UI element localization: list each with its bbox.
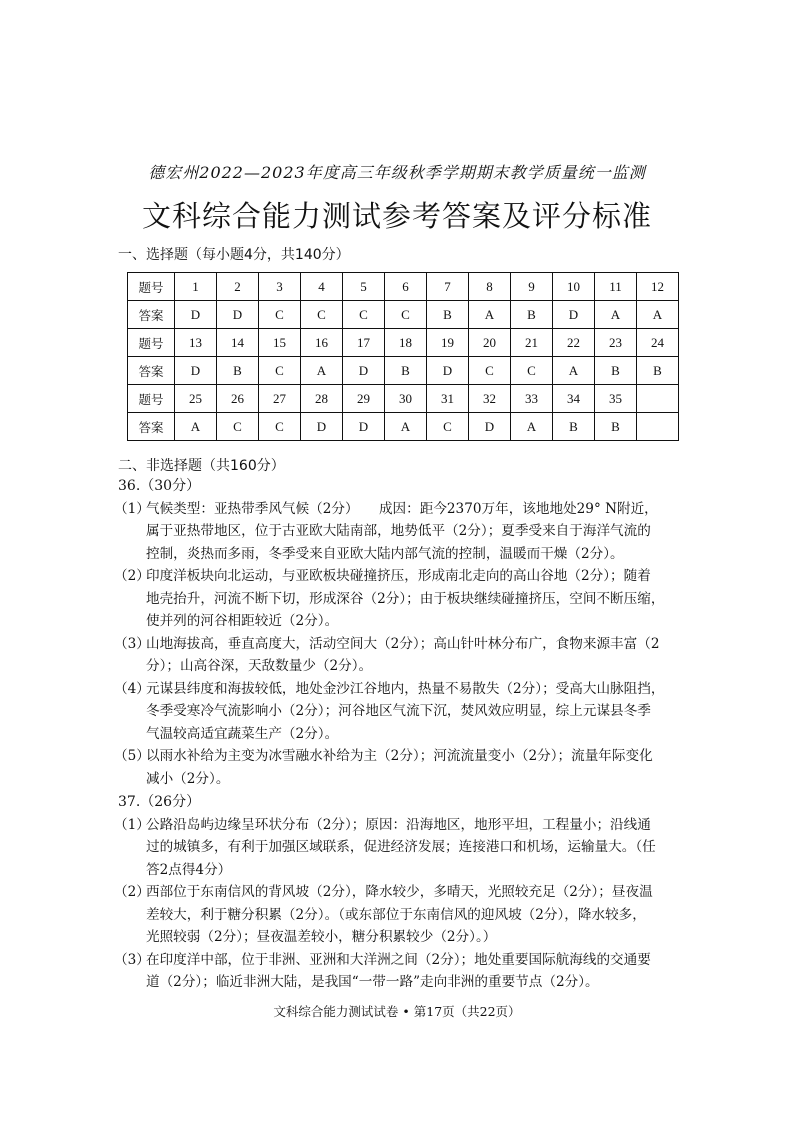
answer-cell: B bbox=[595, 413, 637, 441]
answer-cell: C bbox=[511, 357, 553, 385]
answer-cell: 9 bbox=[511, 273, 553, 301]
answer-item bbox=[114, 814, 696, 882]
answer-cell: 25 bbox=[175, 385, 217, 413]
answer-cell: A bbox=[553, 357, 595, 385]
answer-cell: C bbox=[343, 301, 385, 329]
answer-line: 冬季受寒冷气流影响小（2分）；河谷地区气流下沉，焚风效应明显，综上元谋县冬季 bbox=[146, 703, 651, 719]
answer-cell: C bbox=[259, 357, 301, 385]
answer-cell: 27 bbox=[259, 385, 301, 413]
answer-line: 西部位于东南信风的背风坡（2分），降水较少，多晴天，光照较充足（2分）；昼夜温 bbox=[146, 884, 653, 900]
answer-cell: 16 bbox=[301, 329, 343, 357]
answer-cell: 7 bbox=[427, 273, 469, 301]
answer-cell: A bbox=[469, 301, 511, 329]
answer-item bbox=[114, 678, 696, 746]
answer-cell: 1 bbox=[175, 273, 217, 301]
question-36 bbox=[114, 475, 696, 790]
answer-cell: B bbox=[217, 357, 259, 385]
answer-line: 印度洋板块向北运动，与亚欧板块碰撞挤压，形成南北走向的高山谷地（2分）；随着 bbox=[146, 568, 651, 584]
page-title: 文科综合能力测试参考答案及评分标准 bbox=[141, 199, 652, 233]
answer-cell: 2 bbox=[217, 273, 259, 301]
answer-cell: 34 bbox=[553, 385, 595, 413]
answer-line: 公路沿岛屿边缘呈环状分布（2分）；原因：沿海地区，地形平坦，工程量小；沿线通 bbox=[146, 816, 651, 833]
item-number: （3） bbox=[114, 951, 150, 968]
answer-item bbox=[114, 498, 696, 566]
answer-cell: D bbox=[427, 357, 469, 385]
answer-line: 使并列的河谷相距较近（2分）。 bbox=[146, 613, 339, 629]
question-label: 37.（26分） bbox=[118, 794, 201, 810]
answer-cell: D bbox=[553, 301, 595, 329]
row-header-cell: 答案 bbox=[128, 413, 175, 441]
row-header-cell: 答案 bbox=[128, 301, 175, 329]
page-footer: 文科综合能力测试试卷 • 第17页（共22页） bbox=[273, 1004, 521, 1019]
section2-title: 二、非选择题（共160分） bbox=[118, 458, 285, 474]
answer-cell: D bbox=[301, 413, 343, 441]
answer-line: 元谋县纬度和海拔较低，地处金沙江谷地内，热量不易散失（2分）；受高大山脉阻挡， bbox=[146, 680, 665, 697]
answer-item bbox=[114, 745, 696, 790]
answer-cell: D bbox=[469, 413, 511, 441]
answer-cell: D bbox=[175, 357, 217, 385]
table-row bbox=[128, 413, 679, 441]
answer-cell: D bbox=[175, 301, 217, 329]
answer-table bbox=[127, 272, 679, 441]
answer-cell: B bbox=[595, 357, 637, 385]
answer-cell: 14 bbox=[217, 329, 259, 357]
row-header-cell: 题号 bbox=[128, 385, 175, 413]
row-header-cell: 答案 bbox=[128, 357, 175, 385]
answer-cell: 29 bbox=[343, 385, 385, 413]
answer-line: 气候类型：亚热带季风气候（2分） 成因：距今2370万年，该地地处29° N附近， bbox=[146, 500, 658, 517]
answer-cell: 19 bbox=[427, 329, 469, 357]
answer-cell: 35 bbox=[595, 385, 637, 413]
item-number: （2） bbox=[114, 568, 150, 584]
answer-line: 差较大，利于糖分积累（2分）。（或东部位于东南信风的迎风坡（2分），降水较多， bbox=[146, 906, 646, 923]
answer-cell: 26 bbox=[217, 385, 259, 413]
answer-cell: 13 bbox=[175, 329, 217, 357]
table-row bbox=[128, 385, 679, 413]
answer-cell bbox=[637, 413, 679, 441]
answer-line: 分）；山高谷深，天敌数量少（2分）。 bbox=[146, 658, 373, 674]
answer-cell: 17 bbox=[343, 329, 385, 357]
answer-line: 以雨水补给为主变为冰雪融水补给为主（2分）；河流流量变小（2分）；流量年际变化 bbox=[146, 748, 653, 764]
answer-cell: 8 bbox=[469, 273, 511, 301]
answer-cell: C bbox=[385, 301, 427, 329]
answer-cell: 28 bbox=[301, 385, 343, 413]
answer-cell: A bbox=[595, 301, 637, 329]
answer-cell: C bbox=[217, 413, 259, 441]
answer-cell: B bbox=[427, 301, 469, 329]
answer-line: 减小（2分）。 bbox=[146, 770, 230, 787]
answer-item bbox=[114, 633, 696, 678]
answer-cell: 22 bbox=[553, 329, 595, 357]
answer-cell: 24 bbox=[637, 329, 679, 357]
answer-line: 过的城镇多，有利于加强区域联系，促进经济发展；连接港口和机场，运输量大。（任 bbox=[146, 839, 656, 855]
answer-cell: 23 bbox=[595, 329, 637, 357]
answer-cell: B bbox=[511, 301, 553, 329]
item-number: （1） bbox=[114, 816, 150, 833]
item-number: （3） bbox=[114, 635, 150, 652]
answer-line: 光照较弱（2分）；昼夜温差较小，糖分积累较少（2分）。） bbox=[146, 929, 497, 945]
item-number: （2） bbox=[114, 884, 150, 900]
answer-line: 答2点得4分） bbox=[146, 861, 232, 878]
answer-cell: C bbox=[301, 301, 343, 329]
answer-line: 地壳抬升，河流不断下切，形成深谷（2分）；由于板块继续碰撞挤压，空间不断压缩， bbox=[146, 590, 665, 607]
section1-title: 一、选择题（每小题4分，共140分） bbox=[118, 247, 350, 263]
row-header-cell: 题号 bbox=[128, 273, 175, 301]
answer-cell: D bbox=[217, 301, 259, 329]
item-number: （5） bbox=[114, 748, 150, 764]
table-row bbox=[128, 329, 679, 357]
answer-cell: 4 bbox=[301, 273, 343, 301]
answer-cell: A bbox=[301, 357, 343, 385]
answer-cell: A bbox=[175, 413, 217, 441]
answer-cell: B bbox=[553, 413, 595, 441]
answer-cell: C bbox=[469, 357, 511, 385]
row-header-cell: 题号 bbox=[128, 329, 175, 357]
item-number: （4） bbox=[114, 680, 150, 697]
answer-cell: 18 bbox=[385, 329, 427, 357]
answer-line: 山地海拔高，垂直高度大，活动空间大（2分）；高山针叶林分布广，食物来源丰富（2 bbox=[146, 635, 660, 652]
answer-cell: 32 bbox=[469, 385, 511, 413]
item-number: （1） bbox=[114, 500, 150, 517]
answer-cell: 21 bbox=[511, 329, 553, 357]
answer-cell: 5 bbox=[343, 273, 385, 301]
table-row bbox=[128, 273, 679, 301]
table-row bbox=[128, 357, 679, 385]
question-label: 36.（30分） bbox=[118, 478, 201, 494]
answer-line: 在印度洋中部，位于非洲、亚洲和大洋洲之间（2分）；地处重要国际航海线的交通要 bbox=[146, 951, 651, 968]
answer-item bbox=[114, 565, 696, 633]
answer-item bbox=[114, 881, 696, 949]
answer-cell: A bbox=[511, 413, 553, 441]
answer-cell: B bbox=[637, 357, 679, 385]
table-row bbox=[128, 301, 679, 329]
answer-line: 控制，炎热而多雨，冬季受来自亚欧大陆内部气流的控制，温暖而干燥（2分）。 bbox=[146, 545, 624, 562]
answer-cell: A bbox=[385, 413, 427, 441]
answer-item bbox=[114, 949, 696, 994]
answer-cell: 15 bbox=[259, 329, 301, 357]
answer-cell: 3 bbox=[259, 273, 301, 301]
answer-cell: 11 bbox=[595, 273, 637, 301]
answer-cell bbox=[637, 385, 679, 413]
answer-cell: C bbox=[259, 301, 301, 329]
answer-cell: C bbox=[427, 413, 469, 441]
answer-cell: 31 bbox=[427, 385, 469, 413]
answer-cell: D bbox=[343, 413, 385, 441]
answer-cell: 33 bbox=[511, 385, 553, 413]
answer-cell: 6 bbox=[385, 273, 427, 301]
exam-subtitle: 德宏州2022—2023年度高三年级秋季学期期末教学质量统一监测 bbox=[148, 163, 646, 182]
answer-cell: 12 bbox=[637, 273, 679, 301]
answer-cell: A bbox=[637, 301, 679, 329]
answer-cell: C bbox=[259, 413, 301, 441]
answer-line: 道（2分）；临近非洲大陆，是我国“一带一路”走向非洲的重要节点（2分）。 bbox=[146, 974, 599, 990]
answer-cell: B bbox=[385, 357, 427, 385]
question-37 bbox=[114, 791, 696, 994]
answer-cell: 10 bbox=[553, 273, 595, 301]
answer-cell: 30 bbox=[385, 385, 427, 413]
answer-cell: 20 bbox=[469, 329, 511, 357]
answer-cell: D bbox=[343, 357, 385, 385]
answer-line: 属于亚热带地区，位于古亚欧大陆南部，地势低平（2分）；夏季受来自于海洋气流的 bbox=[146, 523, 651, 539]
answer-line: 气温较高适宜蔬菜生产（2分）。 bbox=[146, 725, 339, 742]
